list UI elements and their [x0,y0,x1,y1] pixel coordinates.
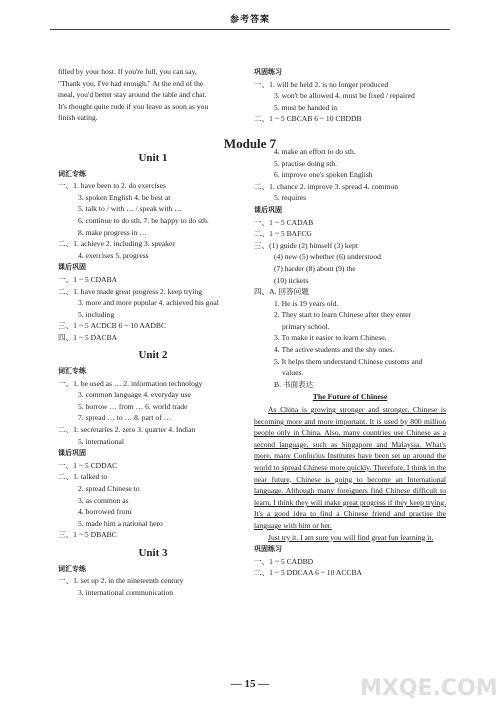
answer-line: 8. make progress in … [78,227,147,237]
answer-line: 3. as common as [78,495,129,505]
answer-line: 3. international communication [78,587,174,597]
module-spacer [254,125,446,146]
answer-line: 二、1 ~ 5 CBCAB 6 ~ 10 CBDDB [254,114,362,124]
answer-line: 一、1 ~ 5 CDDAC [58,460,118,470]
answer-line: 4. exercises 5. progress [78,250,149,260]
answer-line: 一、1. set up 2. in the nineteenth century [58,576,184,586]
answer-line: values. [282,368,304,378]
answer-line: 7. spread … to … 8. part of … [78,413,172,423]
answer-line: 一、1. have been to 2. do exercises [58,181,166,191]
essay-paragraph: Just try it. I am sure you will find great fun learning it. [268,532,434,542]
answer-line: 3. spoken English 4. be best at [78,192,171,202]
answer-line: (7) harder (8) about (9) the [274,263,356,273]
answer-line: 5. practise doing sth. [274,158,338,168]
answer-line: 三、1 ~ 5 ACDCB 6 ~ 10 AADBC [58,321,167,331]
answer-line: 4. The active students and the shy ones. [274,345,395,355]
section-heading: 巩固练习 [254,545,282,554]
unit-title-2: Unit 2 [138,349,168,362]
answer-line: 2. They start to learn Chinese after they enter [274,310,412,320]
text-line: filled by your host. If you're full, you can say, [58,67,197,76]
answer-line: 三、1 ~ 5 DBABC [58,530,117,540]
unit-title-3: Unit 3 [138,546,168,559]
answer-line: 5. made him a national hero [78,518,163,528]
answer-line: 四、A. 回答问题 [254,287,309,297]
essay-paragraph: As China is growing stronger and stronger, Chinese is becoming more and more important. It is used by 800 million people only in China. Also, many countries use Chinese as a second language, such as Singapore and Malaysia. What's more, many Confucius Institutes have been set up around the world to spread Chinese more quickly. Therefore, I think in the near future, Chinese is going to become an International language. Although many foreigners find Chinese difficult to learn, I think they will make great progress if they keep trying. It's a good idea to find a Chinese friend and practise the language with him or her. [254,405,446,530]
section-heading: 词汇专练 [58,367,86,376]
answer-line: primary school. [282,321,330,331]
answer-line: B. 书面表达 [274,379,314,389]
answer-line: 三、(1) guide (2) himself (3) kept [254,240,358,250]
answer-line: 5. talk to / with … / speak with … [78,204,182,214]
watermark-logo: MXQE.COM [360,676,498,701]
answer-line: (10) tickets [274,275,309,285]
answer-line: 二、1 ~ 5 DDCAA 6 ~ 10 ACCBA [254,568,363,578]
essay-title: The Future of Chinese [312,392,388,402]
answer-line: 3. To make it easier to learn Chinese. [274,333,387,343]
answer-line: 二、1 ~ 5 BAFCG [254,229,312,239]
section-heading: 课后巩固 [254,205,282,214]
text-line: finish eating. [58,113,98,123]
answer-line: 2. spread Chinese to [78,484,140,493]
text-line: meal, you'd better stay around the table and chat. [58,90,207,100]
answer-line: 二、1. talked to [58,472,108,482]
answer-line: 一、1 ~ 5 CADAB [254,217,314,227]
section-heading: 词汇专练 [58,564,86,573]
answer-line: 5. borrow … from … 6. world trade [78,401,188,411]
section-heading: 巩固练习 [254,68,282,76]
page-number: — 15 — [230,678,270,690]
unit-title-1: Unit 1 [138,151,168,164]
text-line: "Thank you, I've had enough." At the end of the [58,78,204,88]
module-title: Module 7 [223,136,277,151]
answer-line: 一、1 ~ 5 CADBD [254,556,314,566]
answer-line: 二、1. chance 2. improve 3. spread 4. common [254,181,399,191]
answer-line: 四、1 ~ 5 DACBA [58,332,118,342]
answer-line: 5. requires [274,193,307,203]
section-heading: 词汇专练 [58,169,86,178]
section-heading: 课后巩固 [58,449,86,458]
answer-line: 3. won't be allowed 4. must be fixed / repaired [274,91,415,101]
answer-line: 4. borrowed from [78,507,132,517]
answer-line: 一、1. will be held 2. is no longer produced [254,79,389,89]
right-column [254,66,446,579]
answer-line: 5. including [78,309,115,319]
section-heading: 课后巩固 [58,263,86,272]
answer-line: 一、1. be used as … 2. information technology [58,378,203,388]
answer-line: 二、1. achieve 2. including 3. speaker [58,239,175,249]
header-rule [50,29,450,30]
answer-line: 一、1 ~ 5 CDABA [58,274,118,284]
answer-line: 5. international [78,436,124,446]
answer-line: 6. continue to do sth. 7. be happy to do sth. [78,215,209,225]
page-header: 参考答案 [229,15,270,25]
answer-line: 3. more and more popular 4. achieved his goal [78,298,219,308]
text-line: It's thought quite rude if you leave as soon as you [58,101,209,111]
answer-line: 4. make an effort to do sth. [274,146,356,156]
answer-line: 3. common language 4. everyday use [78,390,191,400]
answer-line: 5. must be handed in [274,102,338,112]
answer-line: 1. He is 19 years old. [274,298,339,308]
answer-line: 二、1. have made great progress 2. keep trying [58,286,203,296]
answer-line: 6. improve one's spoken English [274,170,373,180]
answer-line: (4) new (5) whether (6) understood [274,252,381,262]
answer-line: 5. It helps them understand Chinese customs and [274,356,423,366]
answer-line: 二、1. secretaries 2. zero 3. quarter 4. Indian [58,425,196,435]
